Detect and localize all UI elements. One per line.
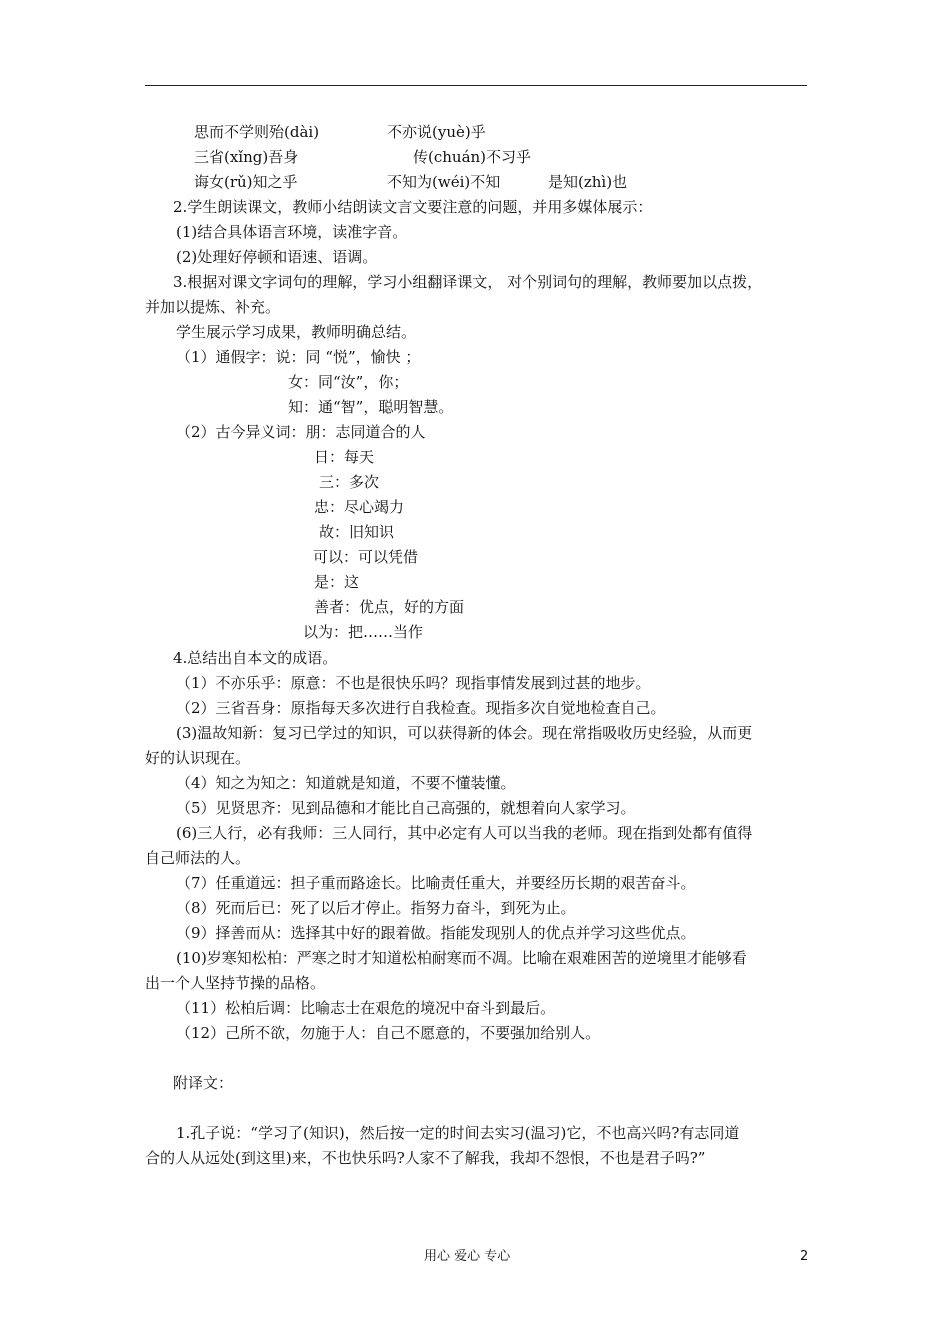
gujin-item: 日：每天	[314, 448, 375, 466]
step-3-line-2: 并加以提炼、补充。	[145, 298, 281, 316]
idiom-item: （4）知之为知之：知道就是知道，不要不懂装懂。	[176, 774, 516, 792]
idiom-item: （1）不亦乐乎：原意：不也是很快乐吗？现指事情发展到过甚的地步。	[176, 674, 651, 692]
idiom-item: （9）择善而从：选择其中好的跟着做。指能发现别人的优点并学习这些优点。	[176, 924, 696, 942]
gujin-item: 善者：优点，好的方面	[314, 598, 465, 616]
translation-line-1: 1.孔子说：“学习了(知识)，然后按一定的时间去实习(温习)它，不也高兴吗?有志同道	[176, 1124, 740, 1142]
step-2-point-1: (1)结合具体语言环境，读准字音。	[176, 223, 408, 241]
idiom-item-continued: 自己师法的人。	[145, 849, 251, 867]
idiom-item: (6)三人行，必有我师：三人同行，其中必定有人可以当我的老师。现在指到处都有值得	[176, 824, 753, 842]
idiom-item: （12）己所不欲，勿施于人：自己不愿意的，不要强加给别人。	[176, 1024, 601, 1042]
idiom-item: （8）死而后已：死了以后才停止。指努力奋斗，到死为止。	[176, 899, 576, 917]
pronunciation-item: 不知为(wéi)不知	[387, 173, 501, 191]
idiom-item-continued: 好的认识现在。	[145, 749, 251, 767]
step-3-line-1: 3.根据对课文字词句的理解，学习小组翻译课文， 对个别词句的理解，教师要加以点拨，	[173, 273, 763, 291]
tongjia-item: 知：通“智”，聪明智慧。	[288, 398, 454, 416]
gujin-item: 故：旧知识	[319, 523, 395, 541]
idiom-item: (10)岁寒知松柏：严寒之时才知道松柏耐寒而不凋。比喻在艰难困苦的逆境里才能够看	[176, 949, 747, 967]
idiom-item-continued: 出一个人坚持节操的品格。	[145, 974, 326, 992]
gujin-item: 是：这	[314, 573, 360, 591]
idiom-item: （5）见贤思齐：见到品德和才能比自己高强的，就想着向人家学习。	[176, 799, 636, 817]
idiom-item: (3)温故知新：复习已学过的知识，可以获得新的体会。现在常指吸收历史经验，从而更	[176, 724, 753, 742]
pronunciation-item: 不亦说(yuè)乎	[387, 123, 486, 141]
idiom-item: （7）任重道远：担子重而路途长。比喻责任重大，并要经历长期的艰苦奋斗。	[176, 874, 696, 892]
header-rule	[145, 85, 807, 86]
pronunciation-item: 诲女(rǔ)知之乎	[194, 173, 298, 191]
gujin-item: 忠：尽心竭力	[314, 498, 405, 516]
step-2-text: 2.学生朗读课文，教师小结朗读文言文要注意的问题，并用多媒体展示：	[173, 198, 653, 216]
translation-heading: 附译文：	[173, 1074, 234, 1092]
footer-motto: 用心 爱心 专心	[424, 1249, 511, 1264]
tongjia-heading: （1）通假字：说：同 “悦”，愉快 ；	[176, 348, 421, 366]
gujin-item: 以为：把……当作	[303, 623, 424, 641]
gujin-item: 可以：可以凭借	[313, 548, 419, 566]
gujin-item: 三：多次	[319, 473, 380, 491]
pronunciation-item: 传(chuán)不习乎	[413, 148, 532, 166]
tongjia-item: 女：同“汝”，你；	[288, 373, 409, 391]
page-number: 2	[800, 1249, 809, 1264]
idioms-heading: 4.总结出自本文的成语。	[173, 649, 338, 667]
pronunciation-row-3	[0, 171, 950, 193]
pronunciation-row-2	[0, 146, 950, 168]
pronunciation-item: 三省(xǐng)吾身	[194, 148, 299, 166]
translation-line-2: 合的人从远处(到这里)来，不也快乐吗?人家不了解我，我却不怨恨，不也是君子吗?”	[145, 1149, 706, 1167]
idiom-item: （2）三省吾身：原指每天多次进行自我检查。现指多次自觉地检查自己。	[176, 699, 666, 717]
step-2-point-2: (2)处理好停顿和语速、语调。	[176, 248, 378, 266]
idiom-item: （11）松柏后调：比喻志士在艰危的境况中奋斗到最后。	[176, 999, 556, 1017]
pronunciation-row-1	[0, 121, 950, 143]
pronunciation-item: 是知(zhì)也	[548, 173, 628, 191]
gujin-heading: （2）古今异义词：朋：志同道合的人	[176, 423, 426, 441]
pronunciation-item: 思而不学则殆(dài)	[194, 123, 320, 141]
step-3-summary: 学生展示学习成果，教师明确总结。	[176, 323, 417, 341]
